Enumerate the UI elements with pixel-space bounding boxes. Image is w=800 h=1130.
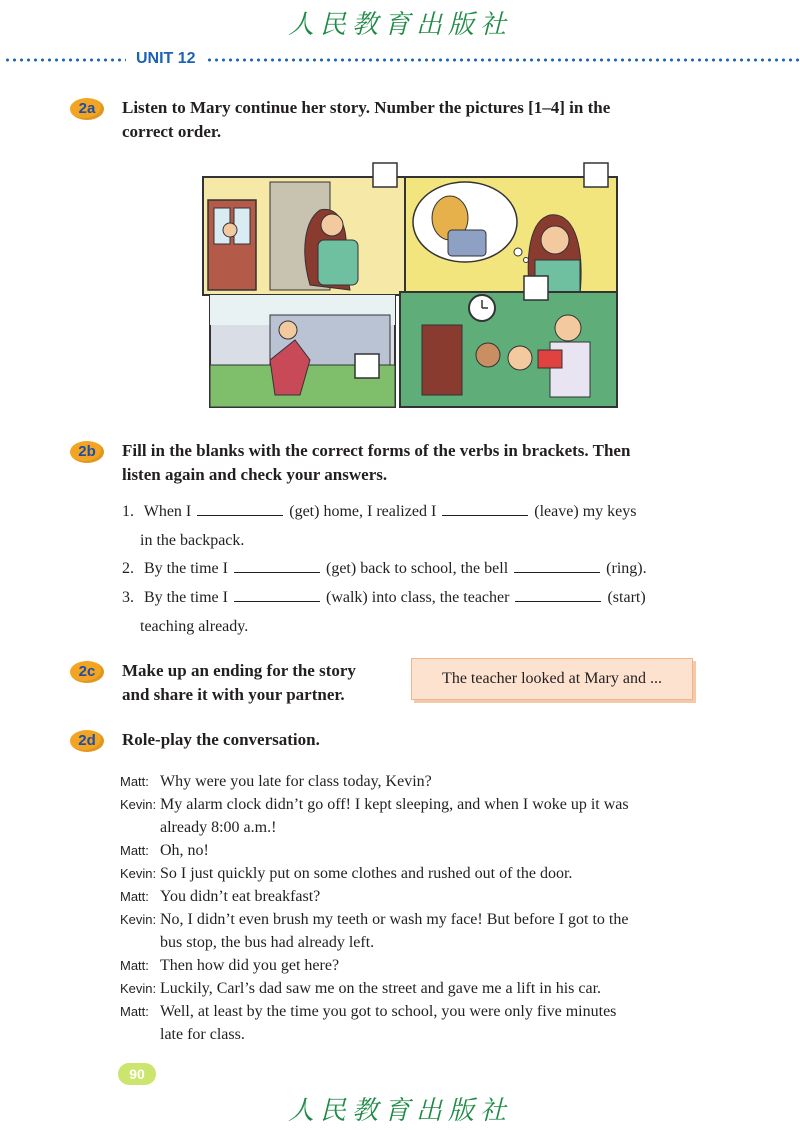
item-text: (walk) into class, the teacher: [325, 589, 510, 606]
exercise-item-3: [122, 586, 646, 610]
panel-3: [210, 295, 395, 407]
speaker-label: Matt:: [120, 958, 149, 973]
speaker-label: Kevin:: [120, 912, 157, 927]
conversation-line: [120, 862, 720, 885]
exercise-item-1-continued: in the backpack.: [140, 532, 245, 549]
conversation-line: [120, 908, 720, 931]
speaker-label: [120, 1023, 160, 1046]
exercise-item-2: [122, 557, 647, 581]
instruction-2a-line2: correct order.: [122, 122, 222, 141]
utterance: No, I didn’t even brush my teeth or wash my face! But before I got to the: [160, 911, 629, 928]
answer-blank[interactable]: [197, 501, 283, 516]
conversation-line: [120, 816, 720, 839]
instruction-2c: [122, 659, 356, 707]
utterance: already 8:00 a.m.!: [160, 819, 277, 836]
unit-header: [0, 50, 800, 70]
utterance: Then how did you get here?: [160, 957, 340, 974]
item-number: 2.: [122, 560, 134, 577]
speaker-label: Matt:: [120, 774, 149, 789]
instruction-2a: [122, 96, 610, 144]
item-text: (get) back to school, the bell: [325, 560, 509, 577]
speaker-label: [120, 816, 160, 839]
item-text: (start): [607, 589, 646, 606]
utterance: You didn’t eat breakfast?: [160, 888, 321, 905]
panel-2: [405, 177, 617, 295]
answer-blank[interactable]: [234, 587, 320, 602]
publisher-logo-top: 人民教育出版社: [287, 10, 512, 40]
conversation-line: [120, 954, 720, 977]
instruction-2c-line2: and share it with your partner.: [122, 685, 345, 704]
conversation: [120, 770, 720, 1046]
dotted-rule-right: [206, 58, 800, 62]
panel-1: [203, 177, 405, 295]
speaker-label: Matt:: [120, 1004, 149, 1019]
instruction-2c-line1: Make up an ending for the story: [122, 661, 356, 680]
item-text: (get) home, I realized I: [289, 503, 437, 520]
answer-box-3[interactable]: [524, 276, 548, 300]
utterance: So I just quickly put on some clothes and rushed out of the door.: [160, 865, 573, 882]
speaker-label: [120, 931, 160, 954]
conversation-line: [120, 931, 720, 954]
answer-blank[interactable]: [442, 501, 528, 516]
utterance: Why were you late for class today, Kevin?: [160, 773, 432, 790]
utterance: Well, at least by the time you got to school, you were only five minutes: [160, 1003, 617, 1020]
unit-label: UNIT 12: [136, 50, 196, 67]
speaker-label: Kevin:: [120, 866, 157, 881]
story-pictures-illustration: [200, 160, 620, 415]
utterance: Luckily, Carl’s dad saw me on the street and gave me a lift in his car.: [160, 980, 602, 997]
exercise-item-3-continued: teaching already.: [140, 618, 249, 635]
instruction-2d: Role-play the conversation.: [122, 730, 320, 749]
conversation-line: [120, 1023, 720, 1046]
item-number: 3.: [122, 589, 134, 606]
section-badge-2a: 2a: [70, 98, 104, 120]
speaker-label: Matt:: [120, 889, 149, 904]
conversation-line: [120, 977, 720, 1000]
exercise-item-1: [122, 500, 636, 524]
utterance: bus stop, the bus had already left.: [160, 934, 375, 951]
section-badge-2d: 2d: [70, 730, 104, 752]
publisher-logo-bottom: 人民教育出版社: [287, 1096, 512, 1126]
panel-4: [400, 292, 617, 407]
answer-blank[interactable]: [515, 587, 601, 602]
item-number: 1.: [122, 503, 134, 520]
instruction-2b-line1: Fill in the blanks with the correct forms of the verbs in brackets. Then: [122, 441, 631, 460]
answer-blank[interactable]: [514, 558, 600, 573]
conversation-line: [120, 793, 720, 816]
instruction-2b: [122, 439, 630, 487]
speaker-label: Kevin:: [120, 797, 157, 812]
instruction-2a-line1: Listen to Mary continue her story. Number the pictures [1–4] in the: [122, 98, 611, 117]
item-text: (leave) my keys: [534, 503, 637, 520]
utterance: My alarm clock didn’t go off! I kept sleeping, and when I woke up it was: [160, 796, 629, 813]
conversation-line: [120, 839, 720, 862]
item-text: When I: [143, 503, 192, 520]
item-text: (ring).: [606, 560, 647, 577]
instruction-2b-line2: listen again and check your answers.: [122, 465, 388, 484]
story-ending-prompt: The teacher looked at Mary and ...: [411, 658, 693, 700]
page-number: 90: [118, 1063, 156, 1085]
answer-box-1[interactable]: [373, 163, 397, 187]
section-badge-2b: 2b: [70, 441, 104, 463]
item-text: By the time I: [144, 589, 228, 606]
conversation-line: [120, 885, 720, 908]
utterance: late for class.: [160, 1026, 245, 1043]
utterance: Oh, no!: [160, 842, 209, 859]
item-text: By the time I: [144, 560, 228, 577]
speaker-label: Matt:: [120, 843, 149, 858]
speaker-label: Kevin:: [120, 981, 157, 996]
conversation-line: [120, 770, 720, 793]
answer-box-2[interactable]: [584, 163, 608, 187]
section-badge-2c: 2c: [70, 661, 104, 683]
dotted-rule-left: [4, 58, 126, 62]
conversation-line: [120, 1000, 720, 1023]
answer-blank[interactable]: [234, 558, 320, 573]
answer-box-4[interactable]: [355, 354, 379, 378]
